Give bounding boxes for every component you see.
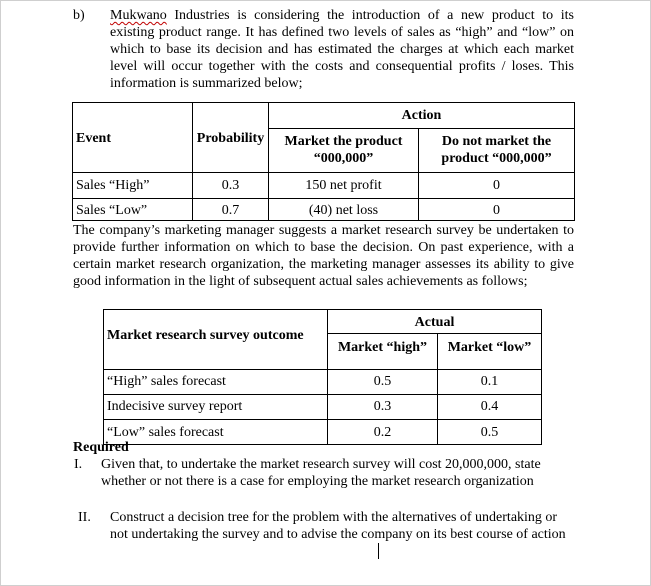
outcome-cell: “Low” sales forecast xyxy=(104,420,328,445)
actual-header: Actual xyxy=(328,310,542,334)
required-item-1-text: Given that, to undertake the market research survey will cost 20,000,000, state whether or not there is a case for employing the market research organization xyxy=(101,457,541,489)
question-label: b) xyxy=(73,8,85,23)
probability-cell: 0.7 xyxy=(193,199,269,221)
action-header: Action xyxy=(269,103,575,129)
event-cell: Sales “High” xyxy=(73,173,193,199)
outcome-cell: Indecisive survey report xyxy=(104,395,328,420)
outcome-header: Market research survey outcome xyxy=(104,310,328,370)
question-intro-text: Industries is considering the introduction of a new product to its existing product range. It has defined two levels of sales as “high” and “low” on which to base its decision and has estimated the charges at which each market level will occur together with the costs and consequential profits / loses. This information is summarized below; xyxy=(110,8,574,91)
required-heading: Required xyxy=(73,440,129,455)
market-header: Market the product “000,000” xyxy=(269,129,419,173)
table-row xyxy=(104,370,542,395)
event-cell: Sales “Low” xyxy=(73,199,193,221)
probability-cell: 0.3 xyxy=(193,173,269,199)
required-item-2-number: II. xyxy=(78,510,91,525)
company-name: Mukwano xyxy=(110,8,167,23)
table-row xyxy=(73,173,575,199)
required-item-1-number: I. xyxy=(74,457,83,472)
low-header: Market “low” xyxy=(438,334,542,370)
table-row xyxy=(73,199,575,221)
text-cursor xyxy=(378,543,379,559)
probability-header: Probability xyxy=(193,103,269,173)
high-cell: 0.2 xyxy=(328,420,438,445)
middle-paragraph: The company’s marketing manager suggests a market research survey be undertaken to provide further information on which to base the decision. On past experience, with a certain market research organization, the marketing manager assesses its ability to give good information in the light of subsequent actual sales achievements as follows; xyxy=(73,223,574,289)
market-cell: (40) net loss xyxy=(269,199,419,221)
table-row xyxy=(104,395,542,420)
high-header: Market “high” xyxy=(328,334,438,370)
low-cell: 0.4 xyxy=(438,395,542,420)
event-header: Event xyxy=(73,103,193,173)
low-cell: 0.1 xyxy=(438,370,542,395)
outcome-cell: “High” sales forecast xyxy=(104,370,328,395)
market-cell: 150 net profit xyxy=(269,173,419,199)
high-cell: 0.5 xyxy=(328,370,438,395)
not-market-cell: 0 xyxy=(419,173,575,199)
profit-table xyxy=(72,102,575,221)
low-cell: 0.5 xyxy=(438,420,542,445)
required-item-2-text: Construct a decision tree for the problem with the alternatives of undertaking or not undertaking the survey and to advise the company on its best course of action xyxy=(110,510,566,542)
not-market-cell: 0 xyxy=(419,199,575,221)
table-row xyxy=(104,420,542,445)
not-market-header: Do not market the product “000,000” xyxy=(419,129,575,173)
high-cell: 0.3 xyxy=(328,395,438,420)
survey-table xyxy=(103,309,542,445)
question-intro xyxy=(110,7,574,92)
